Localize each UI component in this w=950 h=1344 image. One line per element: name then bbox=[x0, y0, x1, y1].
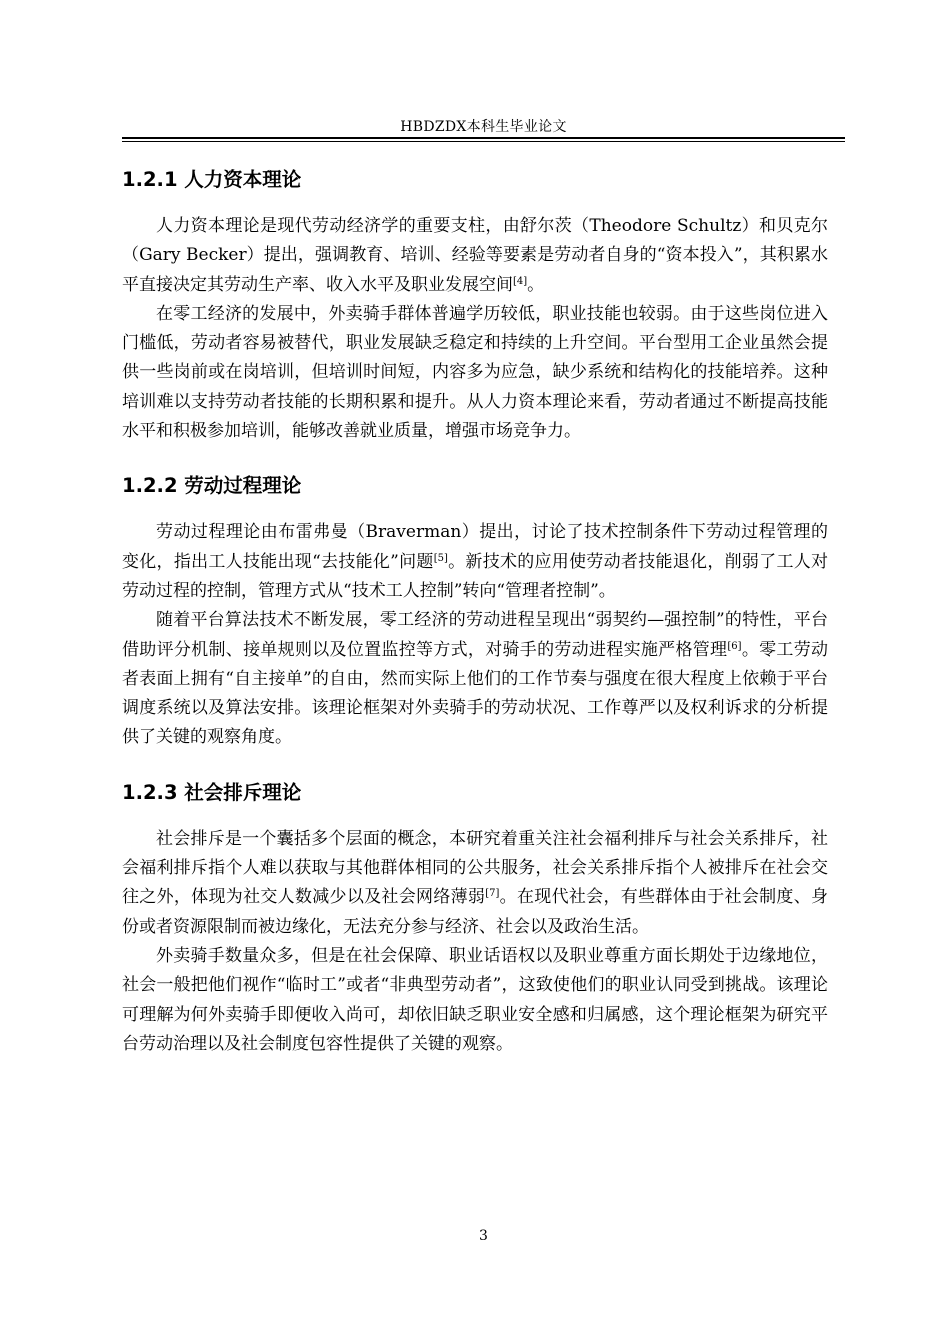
header-rule-thin bbox=[122, 141, 845, 142]
section-body-labor-process bbox=[122, 518, 828, 752]
paragraph: 外卖骑手数量众多，但是在社会保障、职业话语权以及职业尊重方面长期处于边缘地位，社会一般把他们视作“临时工”或者“非典型劳动者”，这致使他们的职业认同受到挑战。该理论可理解为何外卖骑手即便收入尚可，却依旧缺乏职业安全感和归属感，这个理论框架为研究平台劳动治理以及社会制度包容性提供了关键的观察。 bbox=[122, 945, 828, 1054]
paragraph-text: 劳动过程理论由布雷弗曼（Braverman）提出，讨论了技术控制条件下劳动过程管理的变化，指出工人技能出现“去技能化”问题 bbox=[122, 522, 828, 572]
paragraph bbox=[122, 606, 828, 752]
section-body-social-exclusion bbox=[122, 825, 828, 1059]
paragraph-text: 。零工劳动者表面上拥有“自主接单”的自由，然而实际上他们的工作节奏与强度在很大程度上依赖于平台调度系统以及算法安排。该理论框架对外卖骑手的劳动状况、工作尊严以及权利诉求的分析提供了关键的观察角度。 bbox=[122, 639, 829, 748]
citation: [6] bbox=[727, 640, 742, 652]
citation: [5] bbox=[433, 552, 448, 564]
page-header: HBDZDX本科生毕业论文 bbox=[400, 119, 567, 135]
citation: [7] bbox=[485, 888, 500, 900]
paragraph-text: 人力资本理论是现代劳动经济学的重要支柱，由舒尔茨（Theodore Schultz）和贝克尔（Gary Becker）提出，强调教育、培训、经验等要素是劳动者自身的“资本投入”，其积累水平直接决定其劳动生产率、收入水平及职业发展空间 bbox=[122, 216, 828, 295]
paragraph-text: 。 bbox=[527, 274, 545, 295]
paragraph bbox=[122, 518, 828, 606]
paragraph bbox=[122, 825, 828, 942]
page-content bbox=[122, 162, 828, 1059]
paragraph-text: 。新技术的应用使劳动者技能退化，削弱了工人对劳动过程的控制，管理方式从“技术工人控制”转向“管理者控制”。 bbox=[122, 551, 828, 601]
section-heading-labor-process: 1.2.2 劳动过程理论 bbox=[122, 474, 302, 498]
paragraph: 在零工经济的发展中，外卖骑手群体普遍学历较低，职业技能也较弱。由于这些岗位进入门槛低，劳动者容易被替代，职业发展缺乏稳定和持续的上升空间。平台型用工企业虽然会提供一些岗前或在岗培训，但培训时间短，内容多为应急，缺少系统和结构化的技能培养。这种培训难以支持劳动者技能的长期积累和提升。从人力资本理论来看，劳动者通过不断提高技能水平和积极参加培训，能够改善就业质量，增强市场竞争力。 bbox=[122, 303, 828, 442]
section-body-human-capital bbox=[122, 212, 828, 446]
section-heading-human-capital: 1.2.1 人力资本理论 bbox=[122, 168, 302, 191]
paragraph-text: 社会排斥是一个囊括多个层面的概念，本研究着重关注社会福利排斥与社会关系排斥，社会福利排斥指个人难以获取与其他群体相同的公共服务，社会关系排斥指个人被排斥在社会交往之外，体现为社交人数减少以及社会网络薄弱 bbox=[122, 828, 828, 908]
paragraph-text: 随着平台算法技术不断发展，零工经济的劳动进程呈现出“弱契约—强控制”的特性，平台借助评分机制、接单规则以及位置监控等方式，对骑手的劳动进程实施严格管理 bbox=[122, 610, 828, 660]
paragraph-text: 。在现代社会，有些群体由于社会制度、身份或者资源限制而被边缘化，无法充分参与经济、社会以及政治生活。 bbox=[122, 887, 829, 937]
citation: [4] bbox=[513, 275, 528, 287]
section-heading-social-exclusion: 1.2.3 社会排斥理论 bbox=[122, 780, 302, 804]
header-rule-thick bbox=[122, 137, 845, 139]
page-number: 3 bbox=[479, 1228, 488, 1244]
paragraph bbox=[122, 212, 828, 300]
